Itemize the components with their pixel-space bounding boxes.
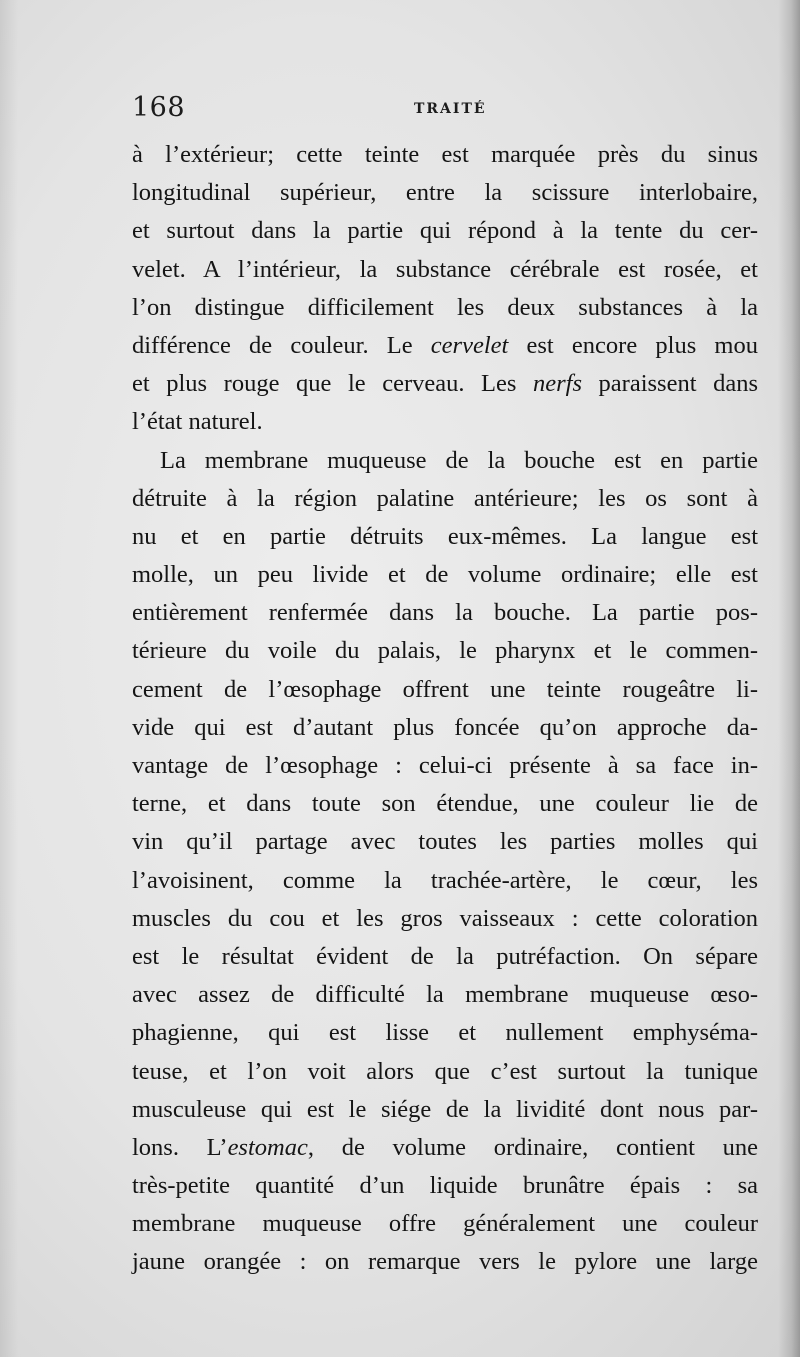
italic-term: cervelet: [430, 331, 509, 359]
text-line: longitudinal supérieur, entre la scissure interlobaire,: [132, 179, 758, 207]
text-line: molle, un peu livide et de volume ordinaire; elle est: [132, 561, 758, 589]
text-line: teuse, et l’on voit alors que c’est surtout la tunique: [132, 1057, 758, 1085]
italic-term: nerfs: [532, 370, 582, 398]
text-line: détruite à la région palatine antérieure; les os sont à: [132, 484, 758, 512]
page-header: [132, 92, 762, 128]
text-line: l’on distingue difficilement les deux substances à la: [132, 293, 758, 321]
text-line: l’état naturel.: [132, 408, 263, 436]
text-line: membrane muqueuse offre généralement une couleur: [132, 1210, 758, 1238]
text-line: à l’extérieur; cette teinte est marquée près du sinus: [132, 141, 758, 168]
text-line: très-petite quantité d’un liquide brunâtre épais : sa: [132, 1172, 758, 1200]
text-line: jaune orangée : on remarque vers le pylore une large: [132, 1248, 758, 1276]
text-line: et surtout dans la partie qui répond à la tente du cer-: [132, 217, 758, 245]
text-line: vide qui est d’autant plus foncée qu’on approche da-: [132, 713, 758, 741]
body-text: [132, 136, 758, 1282]
text-line: cement de l’œsophage offrent une teinte rougeâtre li-: [132, 675, 758, 703]
text-line: et plus rouge que le cerveau. Les nerfs paraissent dans: [132, 370, 758, 398]
page-gutter-shadow: [0, 0, 18, 1357]
text-line: phagienne, qui est lisse et nullement emphyséma-: [132, 1019, 758, 1047]
text-line: différence de couleur. Le cervelet est encore plus mou: [132, 331, 758, 359]
text-line: avec assez de difficulté la membrane muqueuse œso-: [132, 981, 758, 1009]
text-line: vantage de l’œsophage : celui-ci présente à sa face in-: [132, 752, 758, 779]
paragraph-first-line: La membrane muqueuse de la bouche est en partie: [160, 446, 758, 474]
text-line: terne, et dans toute son étendue, une couleur lie de: [132, 790, 758, 818]
text-line: l’avoisinent, comme la trachée-artère, le cœur, les: [132, 866, 758, 894]
running-title: TRAITÉ: [414, 101, 487, 117]
text-line: velet. A l’intérieur, la substance cérébrale est rosée, et: [132, 255, 758, 283]
page-edge-shadow: [778, 0, 800, 1357]
text-line: térieure du voile du palais, le pharynx et le commen-: [132, 637, 758, 665]
text-line: nu et en partie détruits eux-mêmes. La langue est: [132, 522, 758, 550]
page-number: 168: [132, 92, 186, 123]
text-line: musculeuse qui est le siége de la lividité dont nous par-: [132, 1095, 758, 1123]
text-line: est le résultat évident de la putréfaction. On sépare: [132, 942, 758, 970]
italic-term: estomac: [227, 1133, 308, 1161]
text-line: muscles du cou et les gros vaisseaux : cette coloration: [132, 904, 758, 932]
text-line: lons. L’estomac, de volume ordinaire, contient une: [132, 1133, 758, 1161]
text-line: vin qu’il partage avec toutes les parties molles qui: [132, 828, 758, 856]
text-line: entièrement renfermée dans la bouche. La partie pos-: [132, 599, 758, 627]
